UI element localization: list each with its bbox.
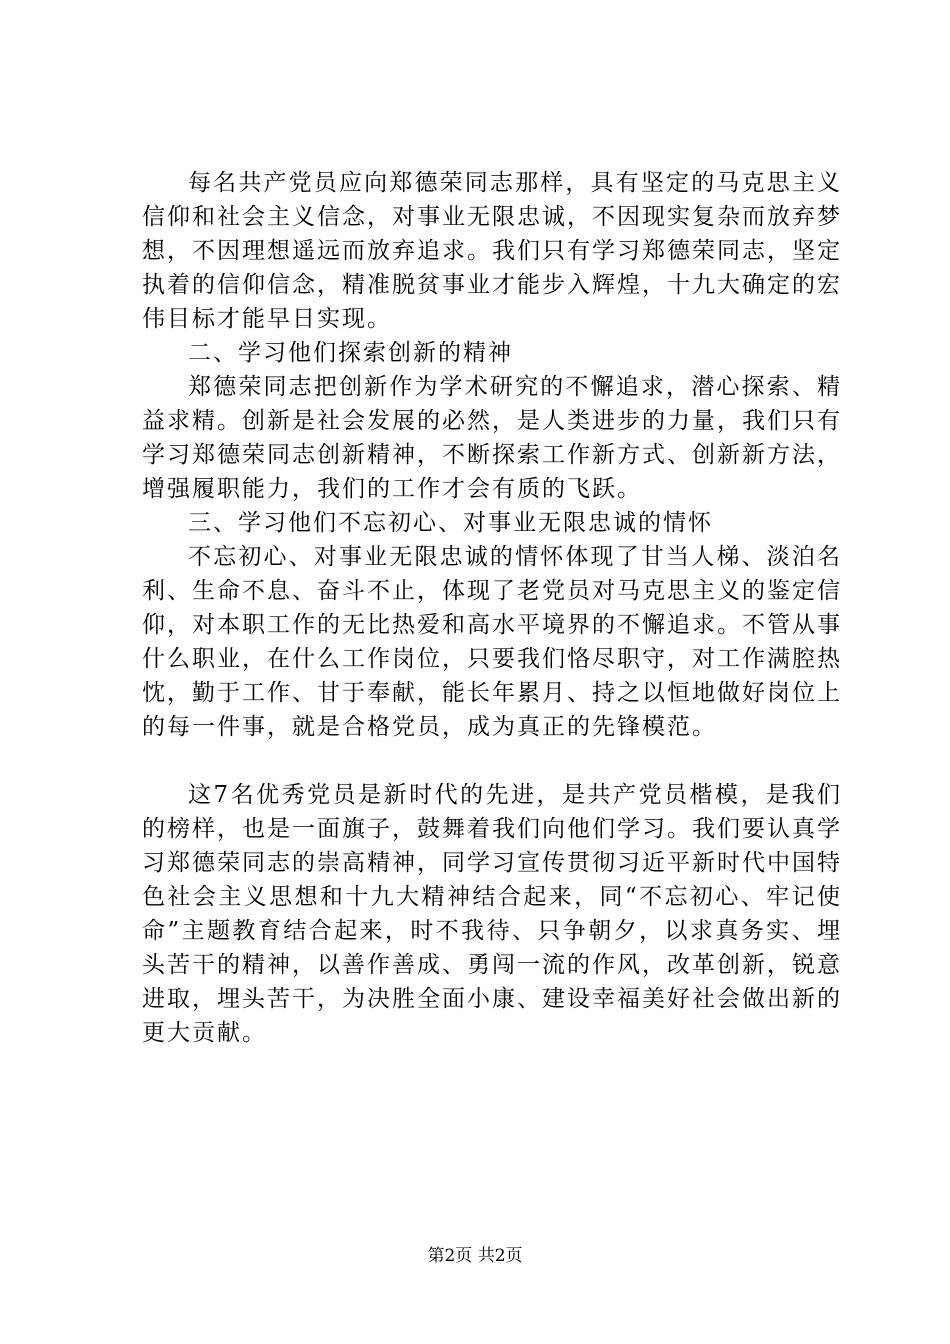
paragraph-innovation: 郑德荣同志把创新作为学术研究的不懈追求，潜心探索、精益求精。创新是社会发展的必然，是人类进步的力量，我们只有学习郑德荣同志创新精神，不断探索工作新方式、创新新方法，增强履职能力，我们的工作才会有质的飞跃。 xyxy=(142,374,842,502)
document-body xyxy=(142,166,842,1050)
paragraph-original-aspiration: 不忘初心、对事业无限忠诚的情怀体现了甘当人梯、淡泊名利、生命不息、奋斗不止，体现了老党员对马克思主义的鉴定信仰，对本职工作的无比热爱和高水平境界的不懈追求。不管从事什么职业，在什么工作岗位，只要我们恪尽职守，对工作满腔热忱，勤于工作、甘于奉献，能长年累月、持之以恒地做好岗位上的每一件事，就是合格党员，成为真正的先锋模范。 xyxy=(142,544,842,740)
page-number-footer: 第2页 共2页 xyxy=(427,1246,523,1266)
heading-innovation: 二、学习他们探索创新的精神 xyxy=(188,340,513,366)
heading-original-aspiration: 三、学习他们不忘初心、对事业无限忠诚的情怀 xyxy=(188,510,713,536)
paragraph-faith: 每名共产党员应向郑德荣同志那样，具有坚定的马克思主义信仰和社会主义信念，对事业无限忠诚，不因现实复杂而放弃梦想，不因理想遥远而放弃追求。我们只有学习郑德荣同志，坚定执着的信仰信念，精准脱贫事业才能步入辉煌，十九大确定的宏伟目标才能早日实现。 xyxy=(142,170,842,332)
paragraph-conclusion: 这7名优秀党员是新时代的先进，是共产党员楷模，是我们的榜样，也是一面旗子，鼓舞着我们向他们学习。我们要认真学习郑德荣同志的崇高精神，同学习宣传贯彻习近平新时代中国特色社会主义思想和十九大精神结合起来，同“不忘初心、牢记使命”主题教育结合起来，时不我待、只争朝夕，以求真务实、埋头苦干的精神，以善作善成、勇闯一流的作风，改革创新，锐意进取，埋头苦干，为决胜全面小康、建设幸福美好社会做出新的更大贡献。 xyxy=(142,782,842,1046)
